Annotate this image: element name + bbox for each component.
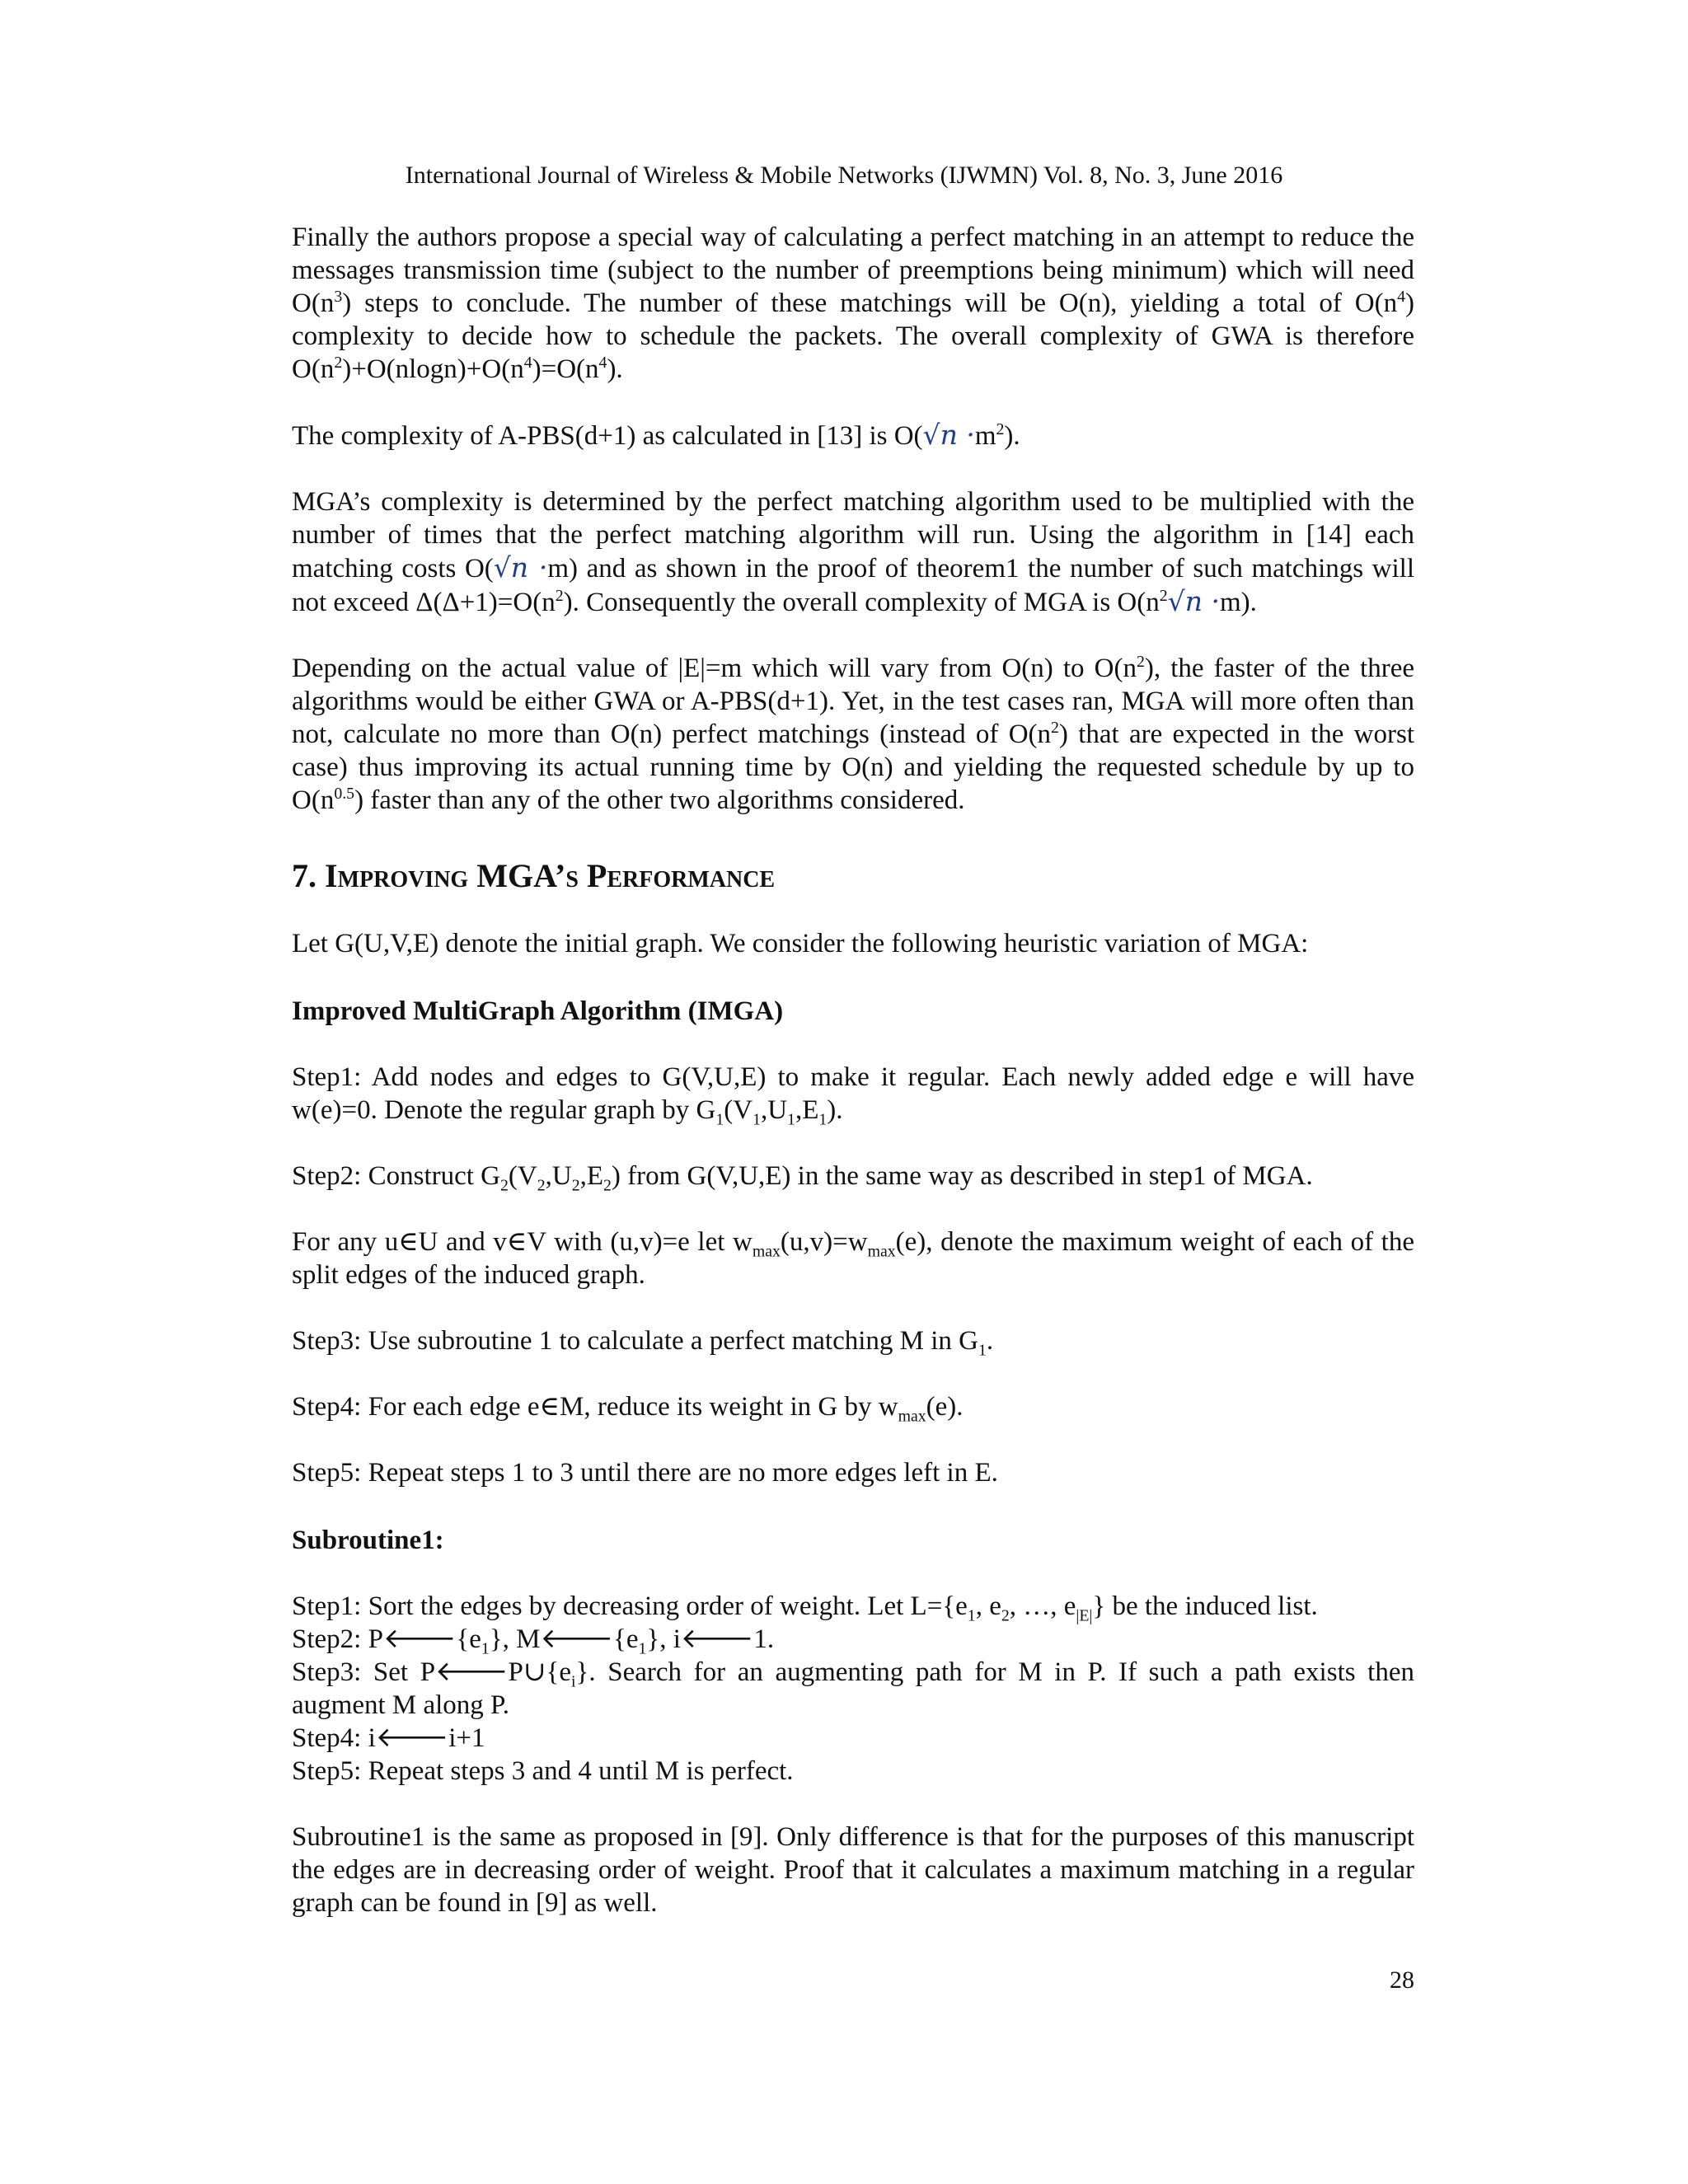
subroutine-steps (292, 1590, 1414, 1788)
paragraph-mga-complexity: MGA’s complexity is determined by the perfect matching algorithm used to be multiplied with the number of times that the perfect matching algorithm will run. Using the algorithm in [14] each matching costs O(√n ·m) and as shown in the proof of theorem1 the number of such matchings will not exceed $\Delta(\Delta+1)=O(n^2)$. Consequently the overall complexity of MGA is $O(n^2√n \cdot m)$. (292, 487, 1414, 617)
imga-heading: Improved MultiGraph Algorithm (IMGA) (292, 996, 784, 1026)
body-text (292, 221, 1414, 1919)
sqrt-n-icon: √n · (1167, 585, 1220, 617)
imga-step5: Step5: Repeat steps 1 to 3 until there are no more edges left in E. (292, 1458, 998, 1488)
subroutine-step2: Step2: $P🡐\{e_1\}$, $M🡐\{e_1\}$, i🡐1. (292, 1624, 775, 1658)
subroutine-step3: Step3: Set $P🡐P\cup\{e_i\}$. Search for an augmenting path for M in P. If such a path exists then augment M along P. (292, 1657, 1414, 1720)
subroutine-heading: Subroutine1: (292, 1526, 444, 1555)
imga-wmax-definition: For any u∈U and v∈V with (u,v)=e let $w_{max}(u,v)=w_{max}(e)$, denote the maximum weight of each of the split edges of the induced graph. (292, 1227, 1415, 1290)
subroutine-step4: Step4: i🡐i+1 (292, 1723, 485, 1753)
paragraph-apbs-complexity: The complexity of A-PBS(d+1) as calculated in [13] is $O(√n \cdot m^2)$. (292, 419, 1020, 451)
subroutine-step1: Step1: Sort the edges by decreasing order of weight. Let $L=\{e_1$, $e_2$, …, $e_{|E|}$} be the induced list. (292, 1591, 1318, 1625)
section-heading: 7. Improving MGA’s Performance (292, 857, 776, 894)
paragraph-gwa-complexity: Finally the authors propose a special way of calculating a perfect matching in an attempt to reduce the messages transmission time (subject to the number of preemptions being minimum) which will need $O(n^3)$ steps to conclude. The number of these matchings will be O(n), yielding a total of $O(n^4)$ complexity to decide how to schedule the packets. The overall complexity of GWA is therefore $O(n^2)+O(nlogn)+O(n^4)=O(n^4)$. (292, 223, 1414, 384)
subroutine-step5: Step5: Repeat steps 3 and 4 until M is perfect. (292, 1756, 794, 1786)
imga-step1: Step1: Add nodes and edges to G(V,U,E) to make it regular. Each newly added edge e will have w(e)=0. Denote the regular graph by $G_1(V_1,U_1,E_1)$. (292, 1062, 1414, 1129)
page-number: 28 (1390, 1966, 1414, 1994)
imga-step4: Step4: For each edge e∈M, reduce its weight in G by $w_{max}(e)$. (292, 1392, 964, 1426)
imga-step3: Step3: Use subroutine 1 to calculate a perfect matching M in $G_1$. (292, 1326, 994, 1360)
paragraph-intro-imga: Let G(U,V,E) denote the initial graph. We consider the following heuristic variation of MGA: (292, 929, 1309, 958)
sqrt-n-icon: √n · (493, 551, 548, 583)
running-header: International Journal of Wireless & Mobile Networks (IJWMN) Vol. 8, No. 3, June 2016 (405, 162, 1283, 189)
sqrt-n-icon: √n · (922, 419, 975, 451)
imga-step2: Step2: Construct $G_2(V_2,U_2,E_2)$ from G(V,U,E) in the same way as described in step1 of MGA. (292, 1161, 1313, 1195)
paragraph-subroutine-note: Subroutine1 is the same as proposed in [9]. Only difference is that for the purposes of this manuscript the edges are in decreasing order of weight. Proof that it calculates a maximum matching in a regular graph can be found in [9] as well. (292, 1822, 1414, 1918)
paragraph-comparison: Depending on the actual value of |E|=m which will vary from O(n) to $O(n^2)$, the faster of the three algorithms would be either GWA or A-PBS(d+1). Yet, in the test cases ran, MGA will more often than not, calculate no more than O(n) perfect matchings (instead of $O(n^2)$ that are expected in the worst case) thus improving its actual running time by O(n) and yielding the requested schedule by up to $O(n^{0.5})$ faster than any of the other two algorithms considered. (292, 653, 1415, 815)
